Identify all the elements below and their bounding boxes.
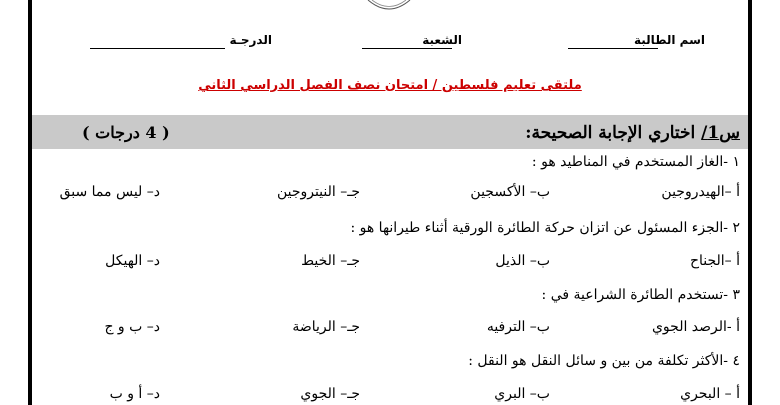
answer-option: د– أ و ب (109, 386, 160, 402)
answer-option: ب– الأكسجين (470, 184, 550, 200)
question-title (525, 123, 740, 143)
answer-option: جـ– الرياضة (292, 319, 360, 335)
answer-option: ب– الذيل (495, 253, 550, 269)
question-instruction: اختاري الإجابة الصحيحة: (525, 123, 702, 143)
page-border-left (28, 0, 32, 405)
question-stem: ٢ -الجزء المسئول عن اتزان حركة الطائرة الورقية أثناء طيرانها هو : (350, 220, 740, 236)
answer-option: جـ– الجوي (300, 386, 360, 402)
section-label: الشعبة (422, 33, 462, 47)
question-heading-bar (32, 115, 748, 149)
answer-option: أ –الهيدروجين (661, 184, 740, 200)
grade-line (90, 48, 225, 49)
question-stem: ٤ -الأكثر تكلفة من بين و سائل النقل هو النقل : (468, 353, 740, 369)
answer-option: د– ب و ج (104, 319, 160, 335)
question-stem: ٣ -تستخدم الطائرة الشراعية في : (541, 287, 740, 303)
answer-option: ب– البري (494, 386, 550, 402)
logo-emblem (366, 0, 412, 12)
section-line (362, 48, 452, 49)
exam-subtitle: ملتقى تعليم فلسطين / امتحان نصف الفصل الدراسي الثاني (198, 78, 582, 93)
answer-option: أ – البحري (680, 386, 740, 402)
student-name-label: اسم الطالبة (634, 33, 705, 47)
page-border-right (748, 0, 752, 405)
answer-option: د– ليس مما سبق (59, 184, 160, 200)
answer-option: جـ– الخيط (301, 253, 360, 269)
grade-label: الدرجـة (229, 33, 272, 47)
answer-option: أ -الرصد الجوي (651, 319, 740, 335)
question-stem: ١ -الغاز المستخدم في المناطيد هو : (531, 154, 740, 170)
answer-option: ب– الترفيه (486, 319, 550, 335)
answer-option: د– الهيكل (105, 253, 160, 269)
student-name-line (568, 48, 658, 49)
answer-option: أ –الجناح (689, 253, 740, 269)
question-marks: ( 4 درجات ) (82, 123, 170, 142)
question-number: س1/ (701, 123, 740, 143)
answer-option: جـ– النيتروجين (276, 184, 360, 200)
